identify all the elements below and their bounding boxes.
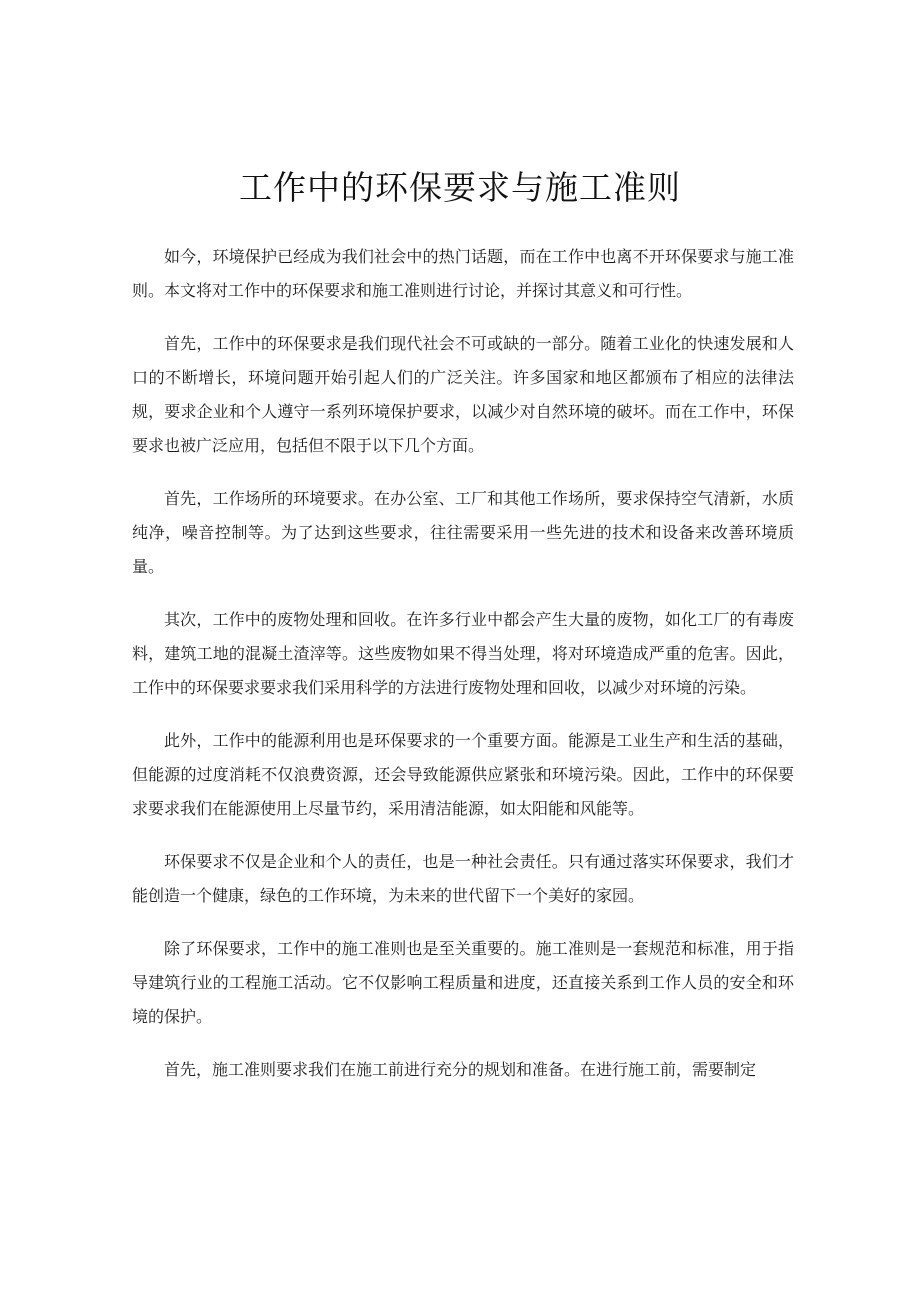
paragraph-6: 环保要求不仅是企业和个人的责任，也是一种社会责任。只有通过落实环保要求，我们才能创造一个健康，绿色的工作环境，为未来的世代留下一个美好的家园。 (132, 852, 794, 905)
paragraph-2: 首先，工作中的环保要求是我们现代社会不可或缺的一部分。随着工业化的快速发展和人口的不断增长，环境问题开始引起人们的广泛关注。许多国家和地区都颁布了相应的法律法规，要求企业和个人遵守一系列环境保护要求，以减少对自然环境的破坏。而在工作中，环保要求也被广泛应用，包括但不限于以下几个方面。 (132, 334, 794, 455)
document-title: 工作中的环保要求与施工准则 (239, 168, 681, 207)
paragraph-4: 其次，工作中的废物处理和回收。在许多行业中都会产生大量的废物，如化工厂的有毒废料，建筑工地的混凝土渣滓等。这些废物如果不得当处理，将对环境造成严重的危害。因此，工作中的环保要求要求我们采用科学的方法进行废物处理和回收，以减少对环境的污染。 (132, 610, 794, 697)
paragraph-1: 如今，环境保护已经成为我们社会中的热门话题，而在工作中也离不开环保要求与施工准则。本文将对工作中的环保要求和施工准则进行讨论，并探讨其意义和可行性。 (132, 247, 794, 300)
paragraph-8: 首先，施工准则要求我们在施工前进行充分的规划和准备。在进行施工前，需要制定 (164, 1060, 757, 1079)
paragraph-7: 除了环保要求，工作中的施工准则也是至关重要的。施工准则是一套规范和标准，用于指导建筑行业的工程施工活动。它不仅影响工程质量和进度，还直接关系到工作人员的安全和环境的保护。 (132, 939, 794, 1026)
document-body (132, 240, 794, 1106)
paragraph-5: 此外，工作中的能源利用也是环保要求的一个重要方面。能源是工业生产和生活的基础，但能源的过度消耗不仅浪费资源，还会导致能源供应紧张和环境污染。因此，工作中的环保要求要求我们在能源使用上尽量节约，采用清洁能源，如太阳能和风能等。 (132, 731, 794, 818)
paragraph-3: 首先，工作场所的环境要求。在办公室、工厂和其他工作场所，要求保持空气清新，水质纯净，噪音控制等。为了达到这些要求，往往需要采用一些先进的技术和设备来改善环境质量。 (132, 489, 794, 576)
